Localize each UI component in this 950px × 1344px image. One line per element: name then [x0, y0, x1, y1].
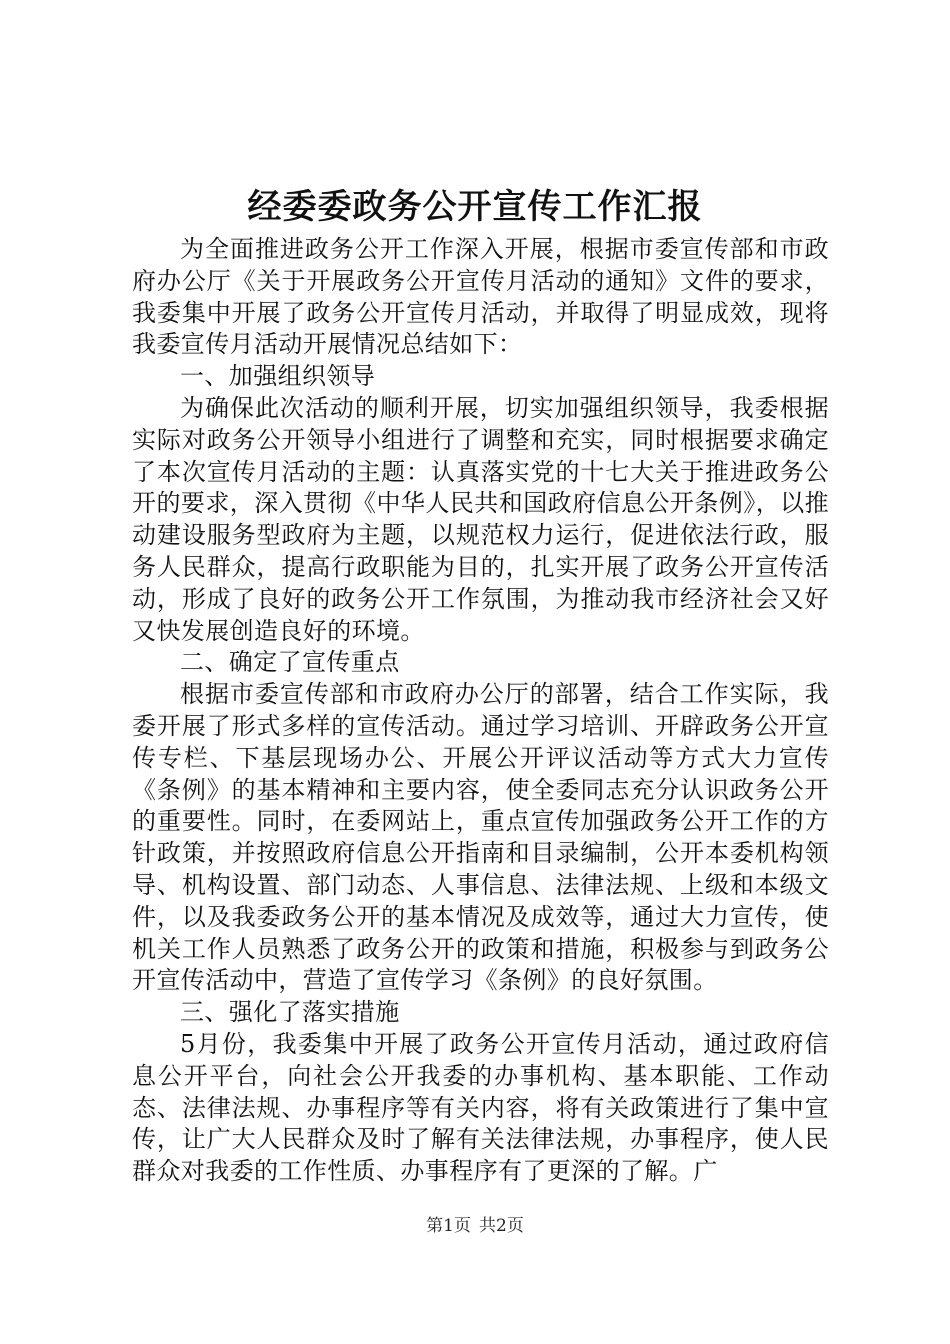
section-heading-1: 一、加强组织领导: [180, 362, 376, 391]
page-number: 第1页: [426, 1216, 471, 1236]
section-paragraph-1: 为确保此次活动的顺利开展，切实加强组织领导，我委根据实际对政务公开领导小组进行了调整和充实，同时根据要求确定了本次宣传月活动的主题：认真落实党的十七大关于推进政务公开的要求，深入贯彻《中华人民共和国政府信息公开条例》，以推动建设服务型政府为主题，以规范权力运行，促进依法行政，服务人民群众，提高行政职能为目的，扎实开展了政务公开宣传活动，形成了良好的政务公开工作氛围，为推动我市经济社会又好又快发展创造良好的环境。: [132, 393, 829, 645]
section-heading-2: 二、确定了宣传重点: [180, 648, 400, 677]
page-footer: [0, 1215, 950, 1237]
document-body: [132, 234, 829, 1188]
section-heading-3: 三、强化了落实措施: [180, 998, 400, 1027]
page-total: 共2页: [479, 1216, 524, 1236]
section-paragraph-3: 5月份，我委集中开展了政务公开宣传月活动，通过政府信息公开平台，向社会公开我委的办事机构、基本职能、工作动态、法律法规、办事程序等有关内容，将有关政策进行了集中宣传，让广大人民群众及时了解有关法律法规，办事程序，使人民群众对我委的工作性质、办事程序有了更深的了解。广: [132, 1029, 829, 1186]
section-paragraph-2: 根据市委宣传部和市政府办公厅的部署，结合工作实际，我委开展了形式多样的宣传活动。通过学习培训、开辟政务公开宣传专栏、下基层现场办公、开展公开评议活动等方式大力宣传《条例》的基本精神和主要内容，使全委同志充分认识政务公开的重要性。同时，在委网站上，重点宣传加强政务公开工作的方针政策，并按照政府信息公开指南和目录编制，公开本委机构领导、机构设置、部门动态、人事信息、法律法规、上级和本级文件，以及我委政务公开的基本情况及成效等，通过大力宣传，使机关工作人员熟悉了政务公开的政策和措施，积极参与到政务公开宣传活动中，营造了宣传学习《条例》的良好氛围。: [132, 680, 829, 995]
document-title: 经委委政务公开宣传工作汇报: [247, 187, 703, 227]
intro-paragraph: 为全面推进政务公开工作深入开展，根据市委宣传部和市政府办公厅《关于开展政务公开宣传月活动的通知》文件的要求，我委集中开展了政务公开宣传月活动，并取得了明显成效，现将我委宣传月活动开展情况总结如下：: [132, 235, 829, 359]
